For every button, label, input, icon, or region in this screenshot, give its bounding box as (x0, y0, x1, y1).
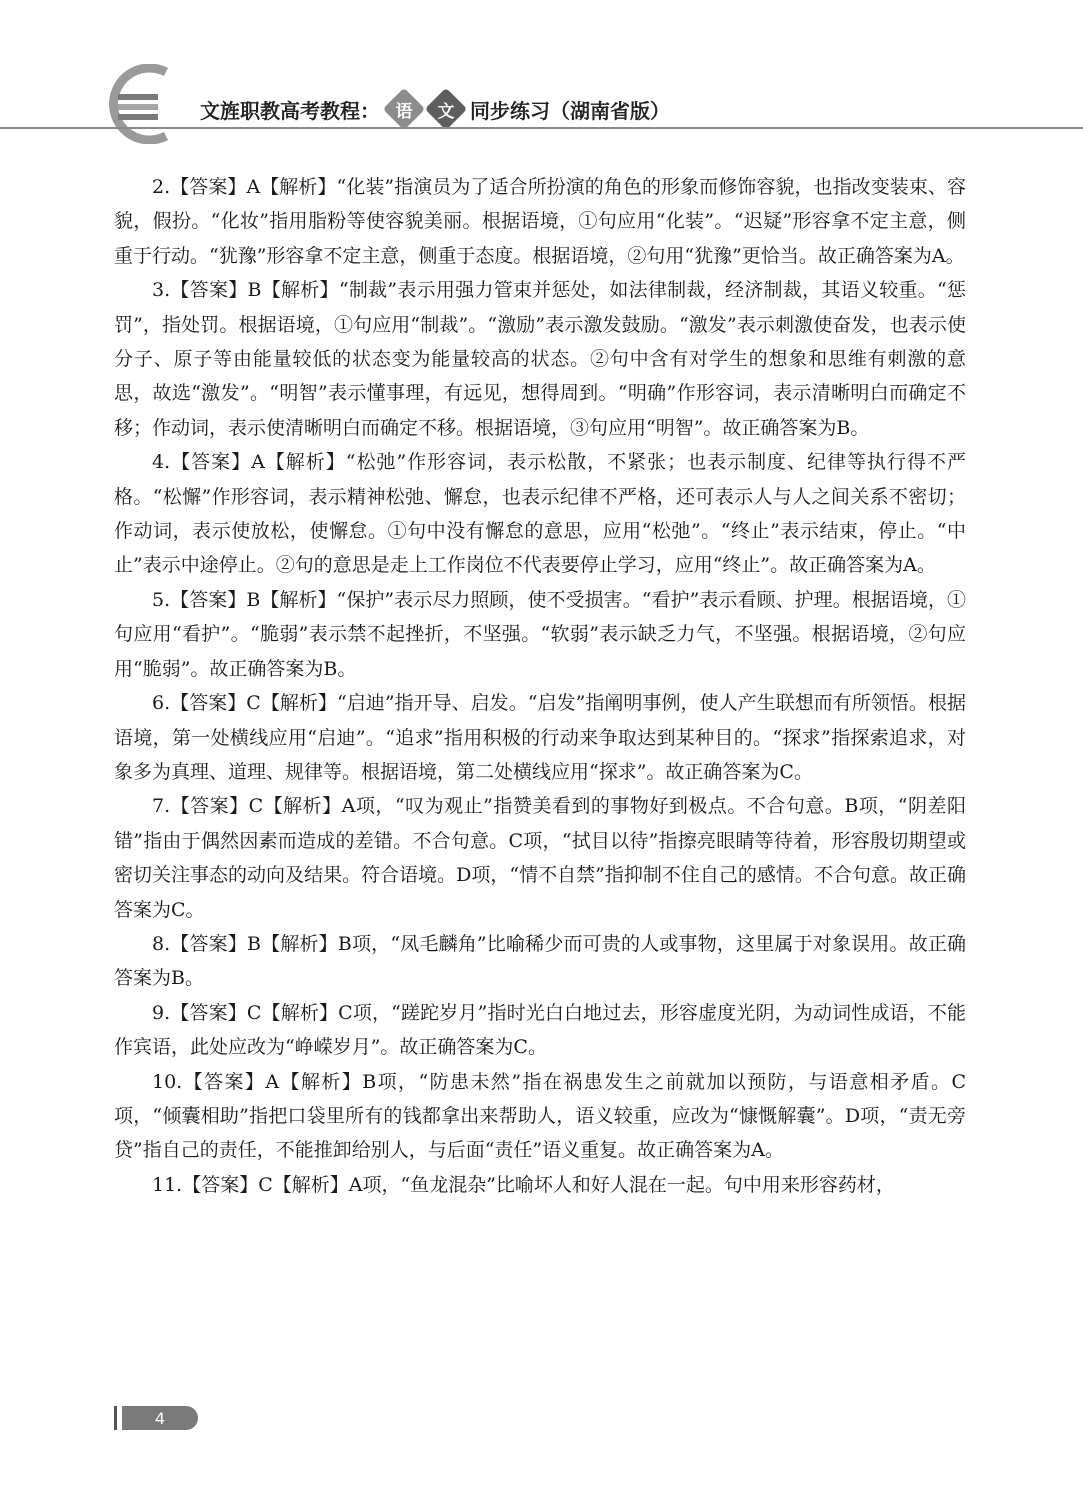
answer-paragraph: 8.【答案】B【解析】B项，“凤毛麟角”比喻稀少而可贵的人或事物，这里属于对象误用。故正确答案为B。 (114, 932, 966, 990)
answer-paragraph: 10.【答案】A【解析】B项，“防患未然”指在祸患发生之前就加以预防，与语意相矛盾。C项，“倾囊相助”指把口袋里所有的钱都拿出来帮助人，语义较重，应改为“慷慨解囊”。D项，“责无旁贷”指自己的责任，不能推卸给别人，与后面“责任”语义重复。故正确答案为A。 (114, 1070, 966, 1162)
answer-explanations (114, 170, 966, 1202)
answer-paragraph: 7.【答案】C【解析】A项，“叹为观止”指赞美看到的事物好到极点。不合句意。B项，“阴差阳错”指由于偶然因素而造成的差错。不合句意。C项，“拭目以待”指擦亮眼睛等待着，形容殷切期望或密切关注事态的动向及结果。符合语境。D项，“情不自禁”指抑制不住自己的感情。不合句意。故正确答案为C。 (114, 795, 966, 921)
book-title (200, 92, 670, 126)
page-number: 4 (122, 1406, 198, 1430)
answer-paragraph: 11.【答案】C【解析】A项，“鱼龙混杂”比喻坏人和好人混在一起。句中用来形容药材， (152, 1173, 895, 1196)
page-header (0, 0, 1083, 135)
answer-paragraph: 3.【答案】B【解析】“制裁”表示用强力管束并惩处，如法律制裁，经济制裁，其语义较重。“惩罚”，指处罚。根据语境，①句应用“制裁”。“激励”表示激发鼓励。“激发”表示刺激使奋发，也表示使分子、原子等由能量较低的状态变为能量较高的状态。②句中含有对学生的想象和思维有刺激的意思，故选“激发”。“明智”表示懂事理，有远见，想得周到。“明确”作形容词，表示清晰明白而确定不移；作动词，表示使清晰明白而确定不移。根据语境，③句应用“明智”。故正确答案为B。 (114, 279, 966, 439)
answer-paragraph: 6.【答案】C【解析】“启迪”指开导、启发。“启发”指阐明事例，使人产生联想而有所领悟。根据语境，第一处横线应用“启迪”。“追求”指用积极的行动来争取达到某种目的。“探求”指探索追求，对象多为真理、道理、规律等。根据语境，第二处横线应用“探求”。故正确答案为C。 (114, 692, 966, 783)
answer-paragraph: 9.【答案】C【解析】C项，“蹉跎岁月”指时光白白地过去，形容虚度光阴，为动词性成语，不能作宾语，此处应改为“峥嵘岁月”。故正确答案为C。 (114, 1001, 966, 1059)
title-suffix: 同步练习（湖南省版） (470, 98, 670, 123)
subject-badge-1: 语 (383, 88, 425, 130)
header-rule (0, 127, 1083, 129)
answer-paragraph: 5.【答案】B【解析】“保护”表示尽力照顾，使不受损害。“看护”表示看顾、护理。根据语境，①句应用“看护”。“脆弱”表示禁不起挫折，不坚强。“软弱”表示缺乏力气，不坚强。根据语境，②句应用“脆弱”。故正确答案为B。 (114, 588, 966, 680)
footer-bar (114, 1406, 117, 1430)
book-logo-icon (104, 64, 184, 144)
title-prefix: 文旌职教高考教程： (200, 98, 380, 123)
answer-paragraph: 2.【答案】A【解析】“化装”指演员为了适合所扮演的角色的形象而修饰容貌，也指改变装束、容貌，假扮。“化妆”指用脂粉等使容貌美丽。根据语境，①句应用“化装”。“迟疑”形容拿不定主意，侧重于行动。“犹豫”形容拿不定主意，侧重于态度。根据语境，②句用“犹豫”更恰当。故正确答案为A。 (114, 176, 966, 267)
page-footer (114, 1404, 204, 1432)
answer-paragraph: 4.【答案】A【解析】“松弛”作形容词，表示松散，不紧张；也表示制度、纪律等执行得不严格。“松懈”作形容词，表示精神松弛、懈怠，也表示纪律不严格，还可表示人与人之间关系不密切；作动词，表示使放松，使懈怠。①句中没有懈怠的意思，应用“松弛”。“终止”表示结束，停止。“中止”表示中途停止。②句的意思是走上工作岗位不代表要停止学习，应用“终止”。故正确答案为A。 (114, 451, 966, 577)
subject-badge-2: 文 (425, 88, 467, 130)
